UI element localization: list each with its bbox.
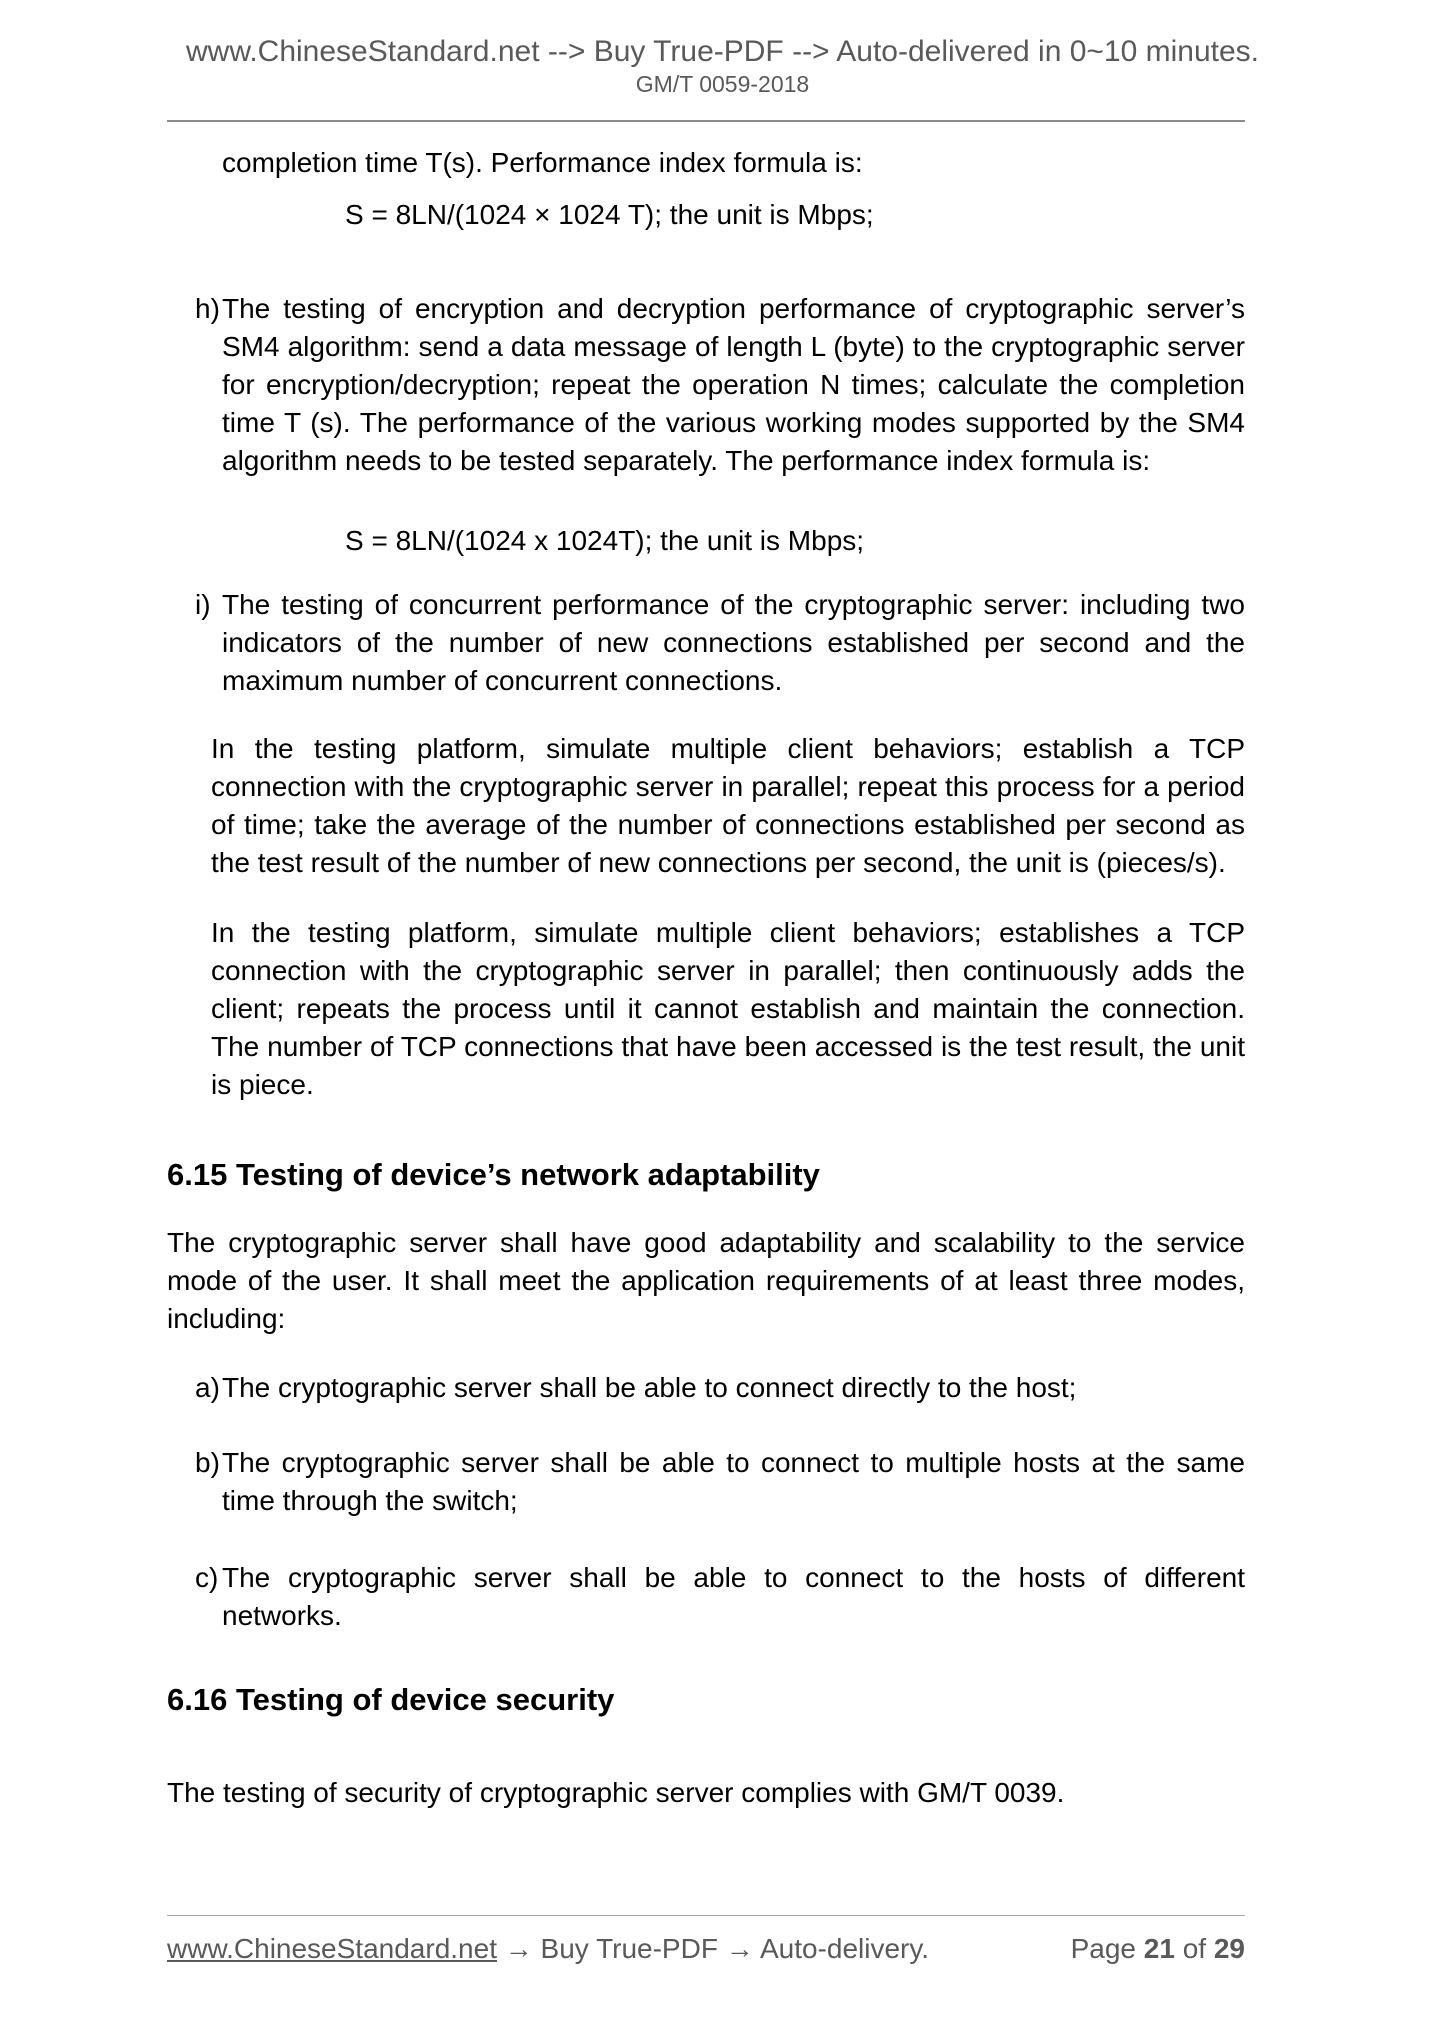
page-header	[0, 0, 1445, 98]
list-item-i	[167, 586, 1245, 700]
standard-code: GM/T 0059-2018	[635, 71, 810, 97]
arrow-right-icon: →	[504, 1933, 533, 1964]
header-url-line: www.ChineseStandard.net --> Buy True-PDF --> Auto-delivered in 0~10 minutes.	[185, 35, 1260, 68]
footer-divider	[167, 1915, 1245, 1916]
page-footer	[167, 1930, 1245, 1968]
section-6-15-paragraph: The cryptographic server shall have good adaptability and scalability to the service mode of the user. It shall meet the application requirements of at least three modes, including:	[167, 1227, 1245, 1334]
page-label: Page	[1070, 1933, 1136, 1964]
paragraph-continuation: completion time T(s). Performance index formula is:	[222, 147, 863, 178]
page-of-label: of	[1182, 1933, 1207, 1964]
formula-sm4-performance: S = 8LN/(1024 x 1024T); the unit is Mbps;	[345, 525, 865, 556]
list-item-b-text: The cryptographic server shall be able to connect to multiple hosts at the same time through the switch;	[222, 1447, 1245, 1516]
footer-promo	[167, 1930, 929, 1968]
header-divider	[167, 120, 1245, 122]
footer-site-link[interactable]: www.ChineseStandard.net	[167, 1933, 497, 1964]
footer-delivery-text: Auto-delivery.	[759, 1933, 930, 1964]
list-marker-a: a)	[195, 1372, 220, 1403]
list-item-c-text: The cryptographic server shall be able to connect to the hosts of different networks.	[222, 1562, 1245, 1631]
footer-buy-text: Buy True-PDF	[540, 1933, 718, 1964]
list-item-a	[167, 1369, 1245, 1407]
page-total: 29	[1213, 1933, 1245, 1964]
section-heading-6-15: 6.15 Testing of device’s network adaptability	[167, 1157, 820, 1192]
section-6-16-paragraph: The testing of security of cryptographic server complies with GM/T 0039.	[167, 1777, 1065, 1808]
page-current: 21	[1143, 1933, 1175, 1964]
list-item-a-text: The cryptographic server shall be able to connect directly to the host;	[222, 1372, 1077, 1403]
page-indicator	[1071, 1930, 1245, 1968]
list-marker-c: c)	[195, 1562, 219, 1593]
list-marker-b: b)	[195, 1447, 220, 1478]
paragraph-new-connections: In the testing platform, simulate multiple client behaviors; establish a TCP connection with the cryptographic server in parallel; repeat this process for a period of time; take the average of the number of connections established per second as the test result of the number of new connections per second, the unit is (pieces/s).	[211, 733, 1245, 878]
document-body	[167, 144, 1245, 1812]
list-item-i-text: The testing of concurrent performance of the cryptographic server: including two indicators of the number of new connections established per second and the maximum number of concurrent connections.	[222, 589, 1245, 696]
section-heading-6-16: 6.16 Testing of device security	[167, 1682, 615, 1717]
list-item-c	[167, 1559, 1245, 1635]
list-item-b	[167, 1444, 1245, 1520]
formula-sm1-performance: S = 8LN/(1024 × 1024 T); the unit is Mbps;	[345, 199, 874, 230]
list-item-h-text: The testing of encryption and decryption performance of cryptographic server’s SM4 algorithm: send a data message of length L (byte) to the cryptographic server for encryption/decryption; repeat the operation N times; calculate the completion time T (s). The performance of the various working modes supported by the SM4 algorithm needs to be tested separately. The performance index formula is:	[222, 293, 1245, 476]
list-marker-h: h)	[195, 293, 220, 324]
paragraph-max-connections: In the testing platform, simulate multiple client behaviors; establishes a TCP connection with the cryptographic server in parallel; then continuously adds the client; repeats the process until it cannot establish and maintain the connection. The number of TCP connections that have been accessed is the test result, the unit is piece.	[211, 917, 1245, 1100]
list-item-h	[167, 290, 1245, 480]
list-marker-i: i)	[195, 589, 211, 620]
arrow-right-icon: →	[725, 1933, 754, 1964]
